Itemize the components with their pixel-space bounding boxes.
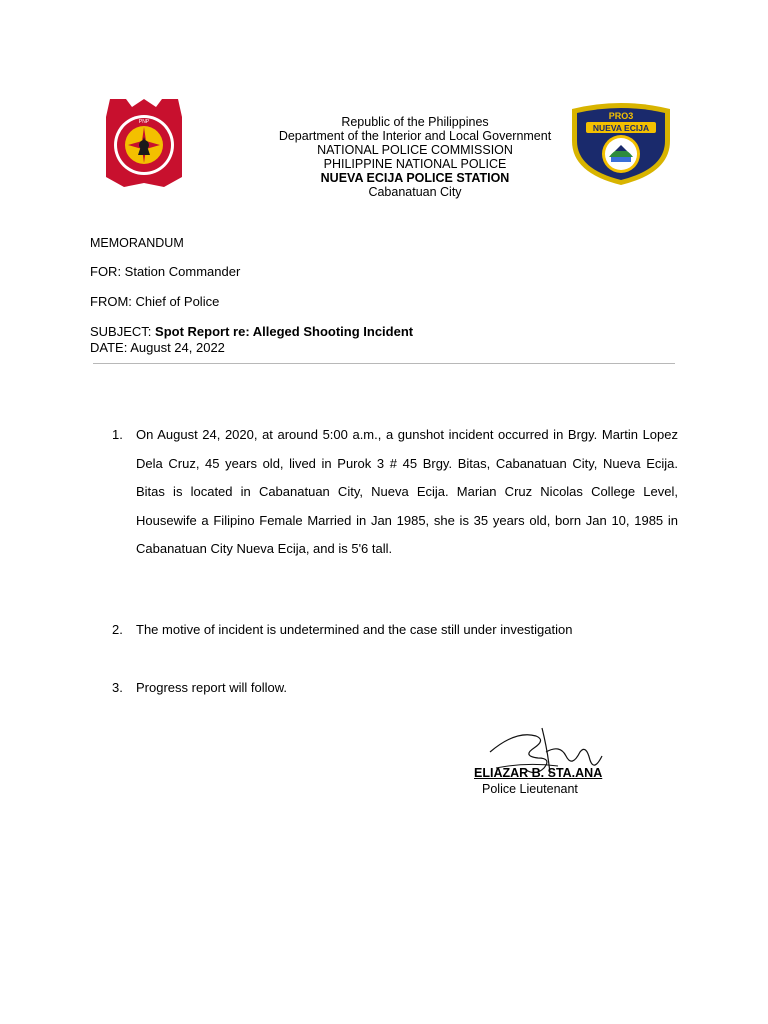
svg-text:PRO3: PRO3 [608,111,634,121]
memo-for: FOR: Station Commander [90,264,241,279]
memo-date: DATE: August 24, 2022 [90,340,225,355]
letterhead-department: Department of the Interior and Local Government [278,129,552,143]
list-item [112,421,678,564]
list-item [112,674,678,703]
letterhead [200,115,630,199]
item-text: Progress report will follow. [136,680,287,695]
letterhead-republic: Republic of the Philippines [341,115,489,129]
subject-value: Spot Report re: Alleged Shooting Incident [155,324,414,339]
subject-label: SUBJECT: [90,324,152,339]
pnp-seal-icon [104,97,184,189]
item-text: The motive of incident is undetermined and the case still under investigation [136,622,573,637]
list-item [112,616,678,645]
letterhead-pnp: PHILIPPINE NATIONAL POLICE [323,157,507,171]
svg-text:PNP: PNP [138,119,150,125]
item-number: 1. [112,427,123,442]
item-number: 3. [112,680,123,695]
item-text: On August 24, 2020, at around 5:00 a.m., a gunshot incident occurred in Brgy. Martin Lopez Dela Cruz, 45 years old, lived in Purok 3 # 45 Brgy. Bitas, Cabanatuan City, Nueva Ecija. Bitas is located in Cabanatuan City, Nueva Ecija. Marian Cruz Nicolas College Level, Housewife a Filipino Female Married in Jan 1985, she is 35 years old, born Jan 10, 1985 in Cabanatuan City Nueva Ecija, and is 5'6 tall. [136,427,678,557]
letterhead-commission: NATIONAL POLICE COMMISSION [317,143,513,157]
memo-from: FROM: Chief of Police [90,294,220,309]
letterhead-city: Cabanatuan City [368,185,462,199]
signatory-rank: Police Lieutenant [482,782,578,796]
signatory-name: ELIAZAR B. STA.ANA [474,766,603,780]
memo-subject [90,324,413,339]
item-number: 2. [112,622,123,637]
svg-text:NUEVA ECIJA: NUEVA ECIJA [592,123,650,133]
letterhead-station: NUEVA ECIJA POLICE STATION [320,171,510,185]
memo-heading: MEMORANDUM [90,236,184,250]
header-divider [93,363,675,364]
